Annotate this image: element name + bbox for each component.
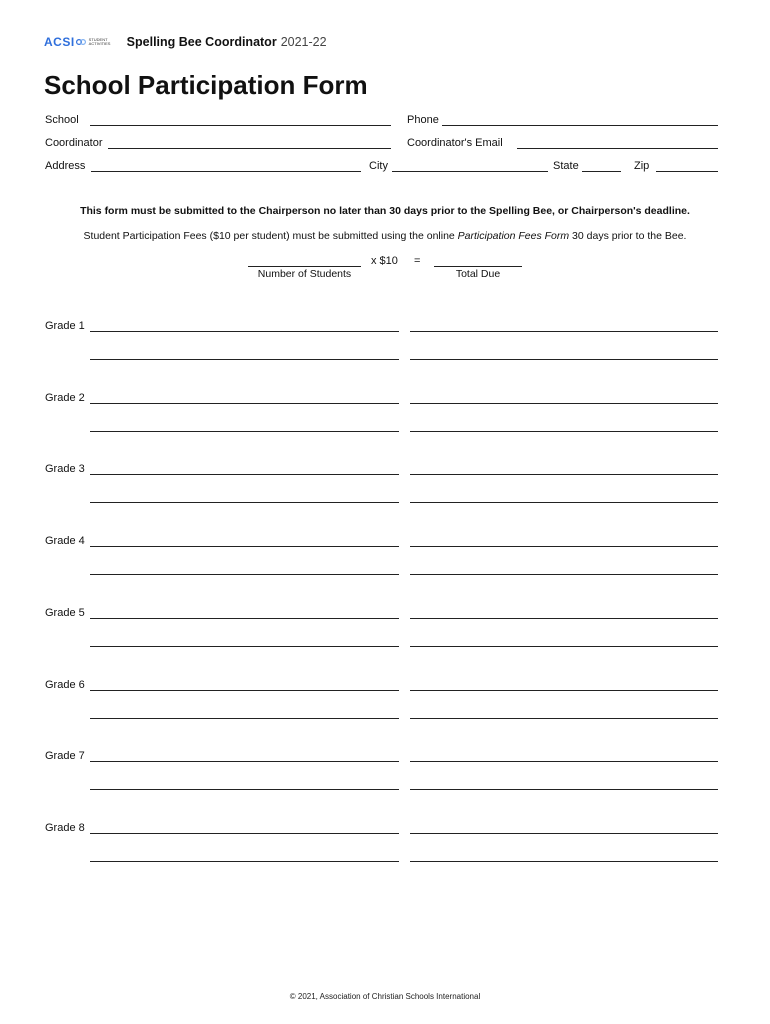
header-year: 2021-22 — [280, 35, 327, 49]
fees-notice-text: Student Participation Fees ($10 per student) must be submitted using the online — [83, 230, 458, 242]
student-name-field[interactable] — [410, 718, 718, 719]
student-name-field[interactable] — [410, 474, 718, 475]
student-name-field[interactable] — [410, 833, 718, 834]
student-name-field[interactable] — [90, 331, 399, 332]
student-name-field[interactable] — [410, 861, 718, 862]
grade-label: Grade 1 — [45, 320, 85, 332]
city-label: City — [369, 160, 388, 172]
student-name-field[interactable] — [410, 618, 718, 619]
student-name-field[interactable] — [410, 574, 718, 575]
fees-notice-tail: 30 days prior to the Bee. — [569, 230, 687, 242]
student-name-field[interactable] — [410, 431, 718, 432]
student-name-field[interactable] — [90, 646, 399, 647]
student-name-field[interactable] — [410, 331, 718, 332]
student-name-field[interactable] — [410, 761, 718, 762]
zip-label: Zip — [634, 160, 650, 172]
acsi-logo-mark-icon — [76, 37, 86, 47]
student-name-field[interactable] — [90, 574, 399, 575]
student-name-field[interactable] — [90, 359, 399, 360]
city-field[interactable] — [392, 171, 548, 172]
phone-field[interactable] — [442, 125, 718, 126]
number-of-students-label: Number of Students — [257, 268, 352, 280]
state-field[interactable] — [582, 171, 621, 172]
address-field[interactable] — [91, 171, 361, 172]
school-label: School — [45, 114, 79, 126]
header-title: Spelling Bee Coordinator — [126, 35, 277, 49]
grade-label: Grade 5 — [45, 606, 85, 619]
student-name-field[interactable] — [90, 761, 399, 762]
coordinator-label: Coordinator — [45, 137, 103, 149]
equals-sign: = — [414, 255, 421, 267]
phone-label: Phone — [407, 114, 439, 126]
student-name-field[interactable] — [90, 789, 399, 790]
student-name-field[interactable] — [90, 618, 399, 619]
student-name-field[interactable] — [90, 861, 399, 862]
student-name-field[interactable] — [90, 833, 399, 834]
student-name-field[interactable] — [410, 502, 718, 503]
student-name-field[interactable] — [90, 474, 399, 475]
student-name-field[interactable] — [90, 403, 399, 404]
page-title: School Participation Form — [44, 70, 368, 100]
grade-label: Grade 2 — [45, 391, 85, 404]
acsi-logo: ACSI — [44, 35, 75, 49]
student-name-field[interactable] — [90, 546, 399, 547]
student-name-field[interactable] — [410, 359, 718, 360]
fee-multiplier: x $10 — [371, 255, 398, 267]
grade-label: Grade 6 — [45, 678, 85, 691]
fees-notice — [0, 230, 770, 242]
student-name-field[interactable] — [410, 690, 718, 691]
coordinator-field[interactable] — [108, 148, 391, 149]
state-label: State — [553, 160, 579, 172]
grade-label: Grade 7 — [45, 750, 85, 763]
student-name-field[interactable] — [410, 789, 718, 790]
student-name-field[interactable] — [90, 718, 399, 719]
student-name-field[interactable] — [90, 431, 399, 432]
fees-form-name: Participation Fees Form — [457, 230, 570, 242]
coordinator-email-field[interactable] — [517, 148, 718, 149]
address-label: Address — [45, 160, 86, 172]
total-due-label: Total Due — [455, 268, 501, 280]
student-name-field[interactable] — [90, 690, 399, 691]
number-of-students-field[interactable] — [248, 266, 361, 267]
submission-deadline-notice: This form must be submitted to the Chairperson no later than 30 days prior to the Spelling Bee, or Chairperson's deadline. — [80, 205, 690, 217]
student-name-field[interactable] — [410, 646, 718, 647]
grade-label: Grade 4 — [45, 535, 85, 548]
student-name-field[interactable] — [410, 546, 718, 547]
coordinator-email-label: Coordinator's Email — [407, 137, 503, 149]
student-name-field[interactable] — [410, 403, 718, 404]
grade-label: Grade 8 — [45, 821, 85, 834]
logo-subtext: STUDENT ACTIVITIES — [88, 36, 111, 46]
total-due-field[interactable] — [434, 266, 522, 267]
zip-field[interactable] — [656, 171, 718, 172]
grade-label: Grade 3 — [45, 463, 85, 476]
copyright-footer: © 2021, Association of Christian Schools International — [289, 992, 481, 1001]
student-name-field[interactable] — [90, 502, 399, 503]
page-header — [44, 33, 327, 51]
school-field[interactable] — [90, 125, 391, 126]
